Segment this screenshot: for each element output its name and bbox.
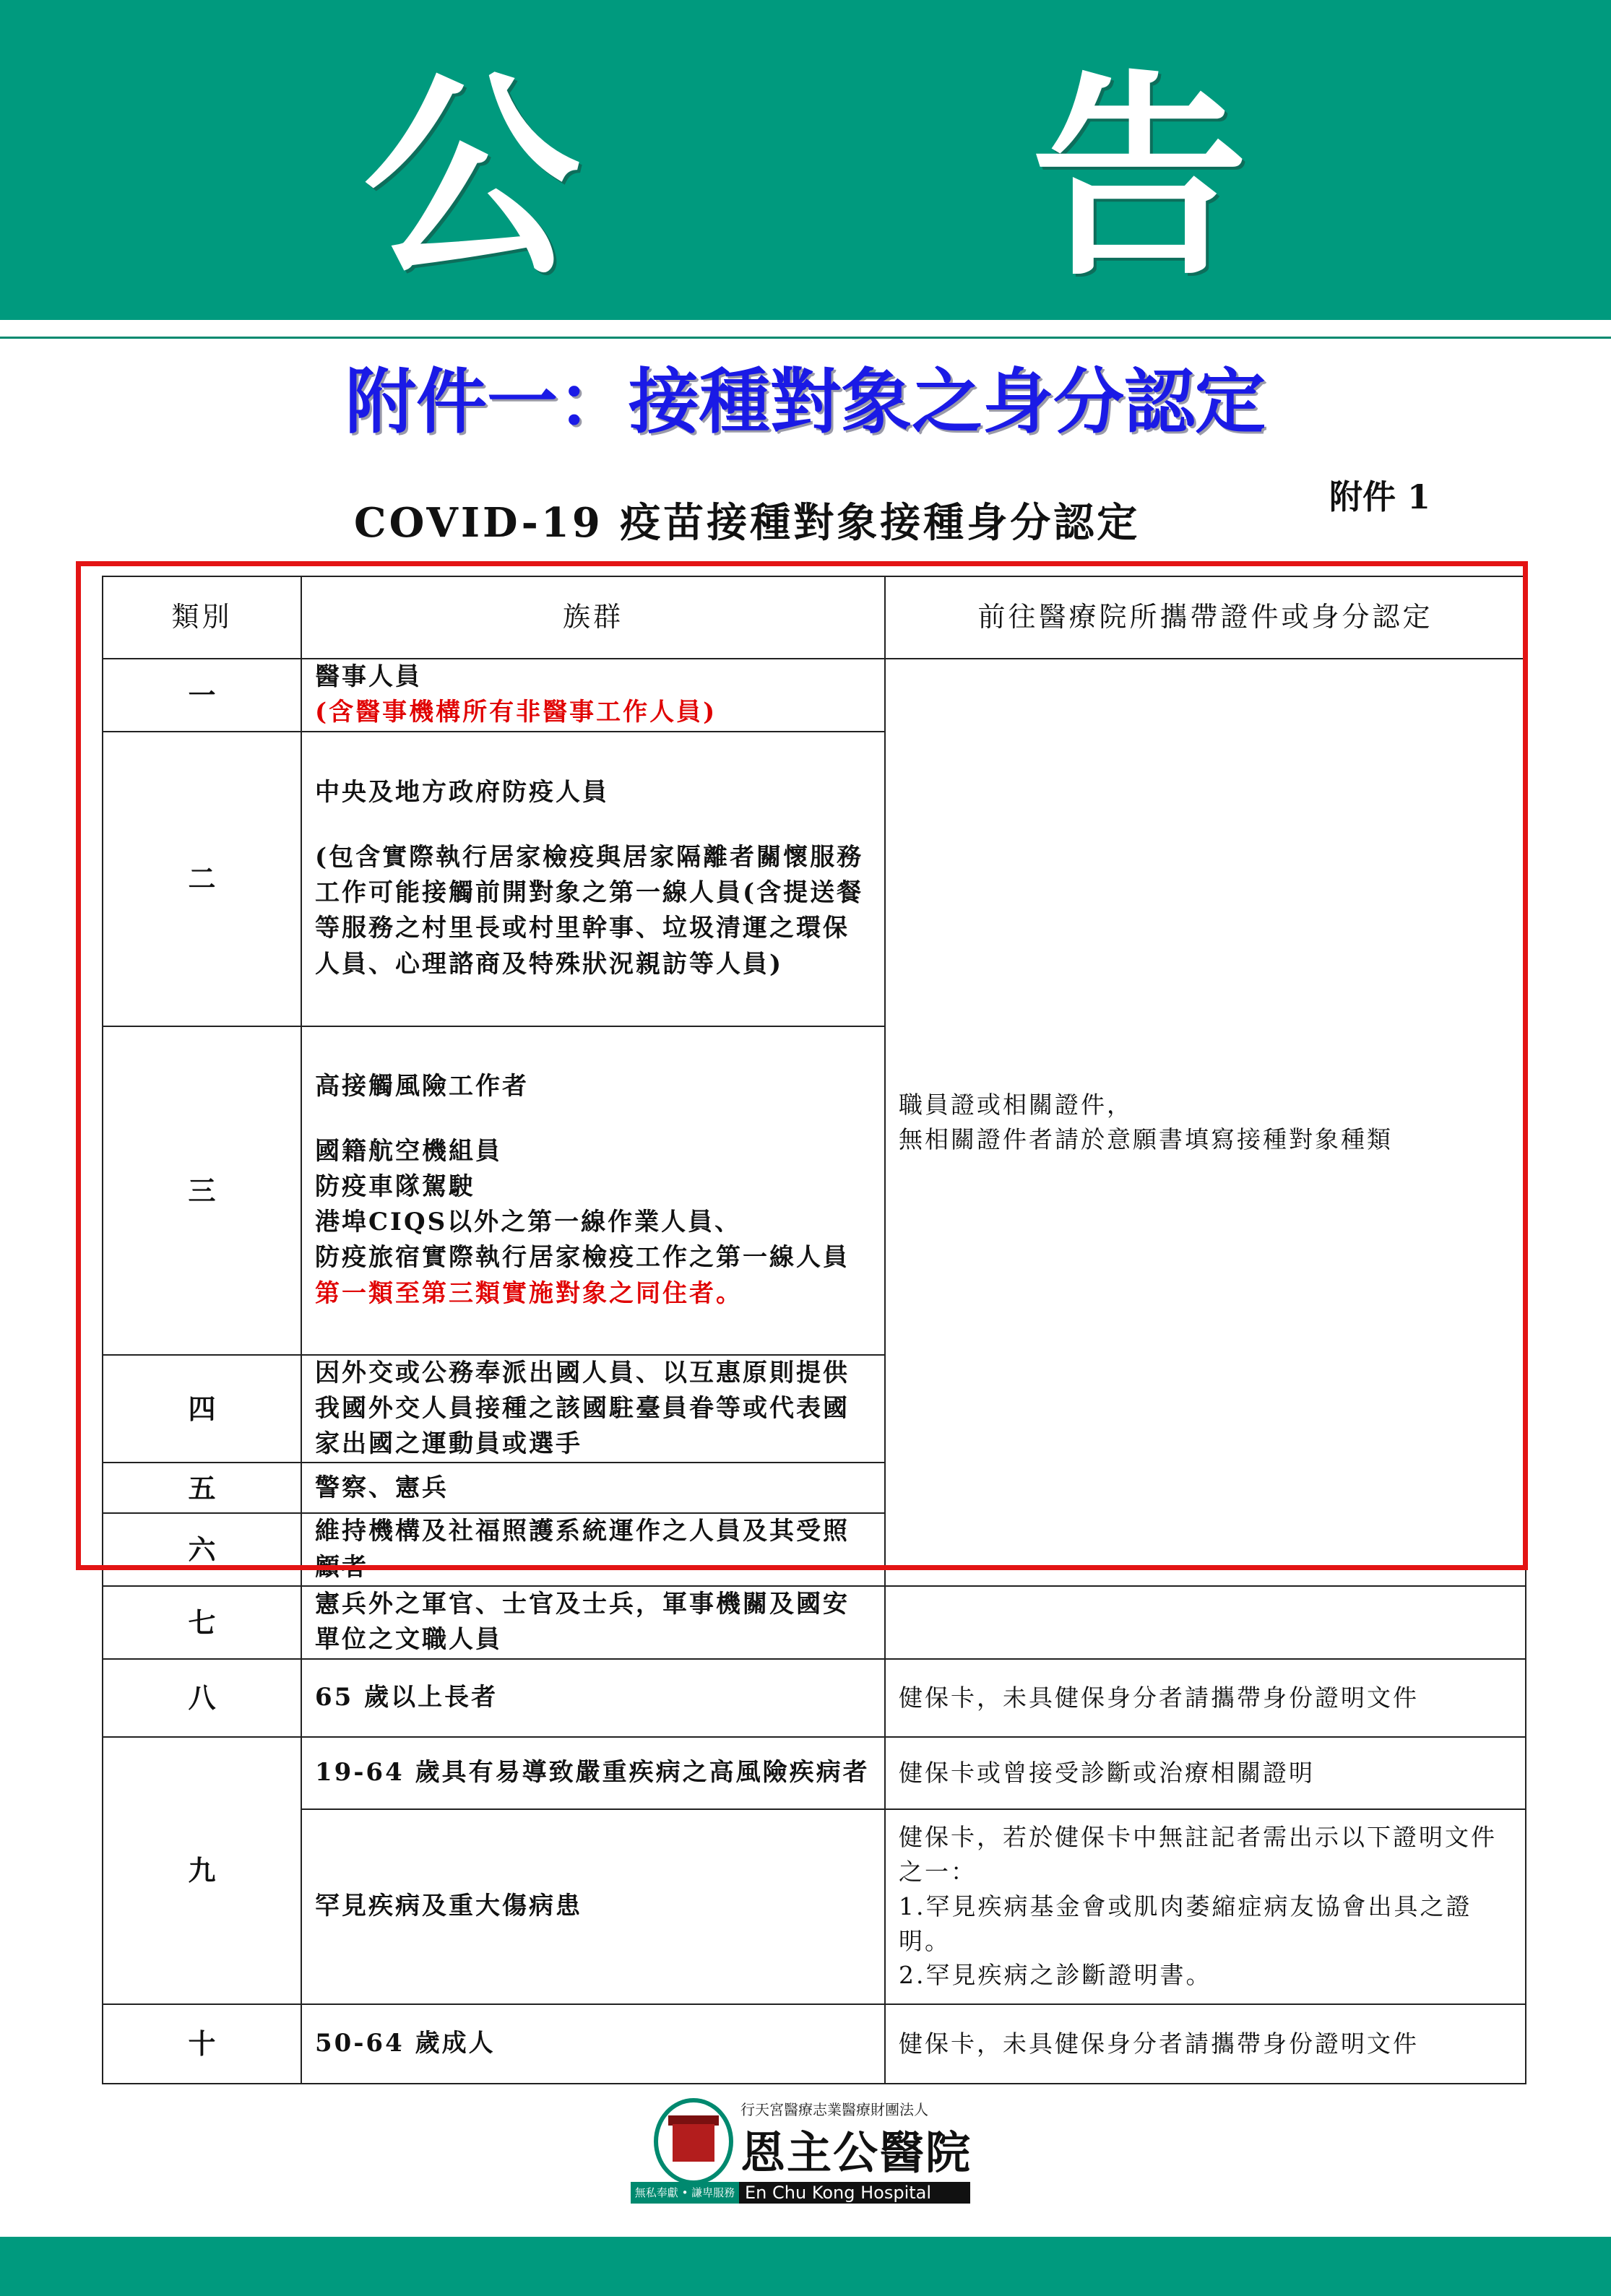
hospital-logo (625, 2098, 972, 2206)
header-banner (0, 0, 1611, 320)
group-text: 醫事人員 (315, 662, 422, 691)
header-category: 類別 (103, 576, 301, 659)
credential-text: 健保卡，若於健保卡中無註記者需出示以下證明文件之一： (899, 1823, 1497, 1886)
credential-cell (885, 1809, 1526, 2004)
category-cell: 七 (103, 1586, 301, 1659)
credential-text: 2.罕見疾病之診斷證明書。 (899, 1961, 1212, 1990)
credential-cell: 健保卡，未具健保身分者請攜帶身份證明文件 (885, 1659, 1526, 1737)
group-text: 港埠CIQS以外之第一線作業人員、 (315, 1208, 742, 1237)
group-cell (301, 732, 885, 1026)
group-cell: 警察、憲兵 (301, 1463, 885, 1513)
category-cell: 十 (103, 2004, 301, 2084)
credential-cell: 健保卡，未具健保身分者請攜帶身份證明文件 (885, 2004, 1526, 2084)
category-cell: 五 (103, 1463, 301, 1513)
group-cell: 維持機構及社福照護系統運作之人員及其受照顧者 (301, 1513, 885, 1586)
table-row (103, 2004, 1526, 2084)
category-cell: 二 (103, 732, 301, 1026)
group-text: 高接觸風險工作者 (315, 1072, 529, 1101)
logo-name: 恩主公醫院 (740, 2126, 972, 2179)
table-header-row (103, 576, 1526, 659)
group-cell: 19-64 歲具有易導致嚴重疾病之高風險疾病者 (301, 1737, 885, 1809)
group-text: 防疫車隊駕駛 (315, 1171, 475, 1201)
category-cell: 六 (103, 1513, 301, 1586)
category-cell: 一 (103, 659, 301, 732)
banner-title: 公 告 (363, 53, 1436, 305)
credential-text: 職員證或相關證件， (899, 1091, 1133, 1119)
logo-strip (631, 2182, 970, 2204)
group-cell: 罕見疾病及重大傷病患 (301, 1809, 885, 2004)
header-divider (0, 337, 1611, 339)
page-subtitle: 附件一：接種對象之身分認定 (345, 361, 1266, 443)
group-cell: 憲兵外之軍官、士官及士兵，軍事機關及國安單位之文職人員 (301, 1586, 885, 1659)
merged-credential-cell (885, 659, 1526, 1586)
footer-bar (0, 2237, 1611, 2296)
eligibility-table (102, 576, 1526, 2084)
group-note: 第一類至第三類實施對象之同住者。 (315, 1278, 743, 1308)
document-title: COVID-19 疫苗接種對象接種身分認定 (354, 499, 1141, 547)
attachment-label: 附件 1 (1329, 477, 1431, 516)
group-text: (包含實際執行居家檢疫與居家隔離者關懷服務工作可能接觸前開對象之第一線人員(含提送餐等服務之村里長或村里幹事、垃圾清運之環保人員、心理諮商及特殊狀況親訪等人員) (315, 842, 864, 979)
header-group: 族群 (301, 576, 885, 659)
group-text: 防疫旅宿實際執行居家檢疫工作之第一線人員 (315, 1243, 850, 1273)
category-cell: 三 (103, 1026, 301, 1355)
category-cell: 八 (103, 1659, 301, 1737)
table-row (103, 1586, 1526, 1659)
hospital-emblem-icon (654, 2098, 733, 2185)
logo-slogan: 無私奉獻 • 謙卑服務 (631, 2182, 739, 2204)
group-text: 國籍航空機組員 (315, 1136, 502, 1166)
group-cell: 65 歲以上長者 (301, 1659, 885, 1737)
logo-subtitle: 行天宮醫療志業醫療財團法人 (740, 2101, 928, 2118)
category-cell: 四 (103, 1355, 301, 1463)
table-row (103, 1809, 1526, 2004)
credential-cell (885, 1586, 1526, 1659)
header-credential: 前往醫療院所攜帶證件或身分認定 (885, 576, 1526, 659)
group-text: 中央及地方政府防疫人員 (315, 778, 609, 807)
credential-text: 1.罕見疾病基金會或肌肉萎縮症病友協會出具之證明。 (899, 1892, 1472, 1955)
group-cell: 50-64 歲成人 (301, 2004, 885, 2084)
table-row (103, 1659, 1526, 1737)
table-row (103, 1737, 1526, 1809)
group-cell (301, 659, 885, 732)
table-row (103, 659, 1526, 732)
credential-text: 無相關證件者請於意願書填寫接種對象種類 (899, 1125, 1393, 1154)
logo-english-name: En Chu Kong Hospital (739, 2182, 970, 2204)
group-cell (301, 1026, 885, 1355)
credential-cell: 健保卡或曾接受診斷或治療相關證明 (885, 1737, 1526, 1809)
group-note: (含醫事機構所有非醫事工作人員) (315, 698, 717, 727)
group-cell: 因外交或公務奉派出國人員、以互惠原則提供我國外交人員接種之該國駐臺員眷等或代表國家出國之運動員或選手 (301, 1355, 885, 1463)
category-cell: 九 (103, 1737, 301, 2004)
